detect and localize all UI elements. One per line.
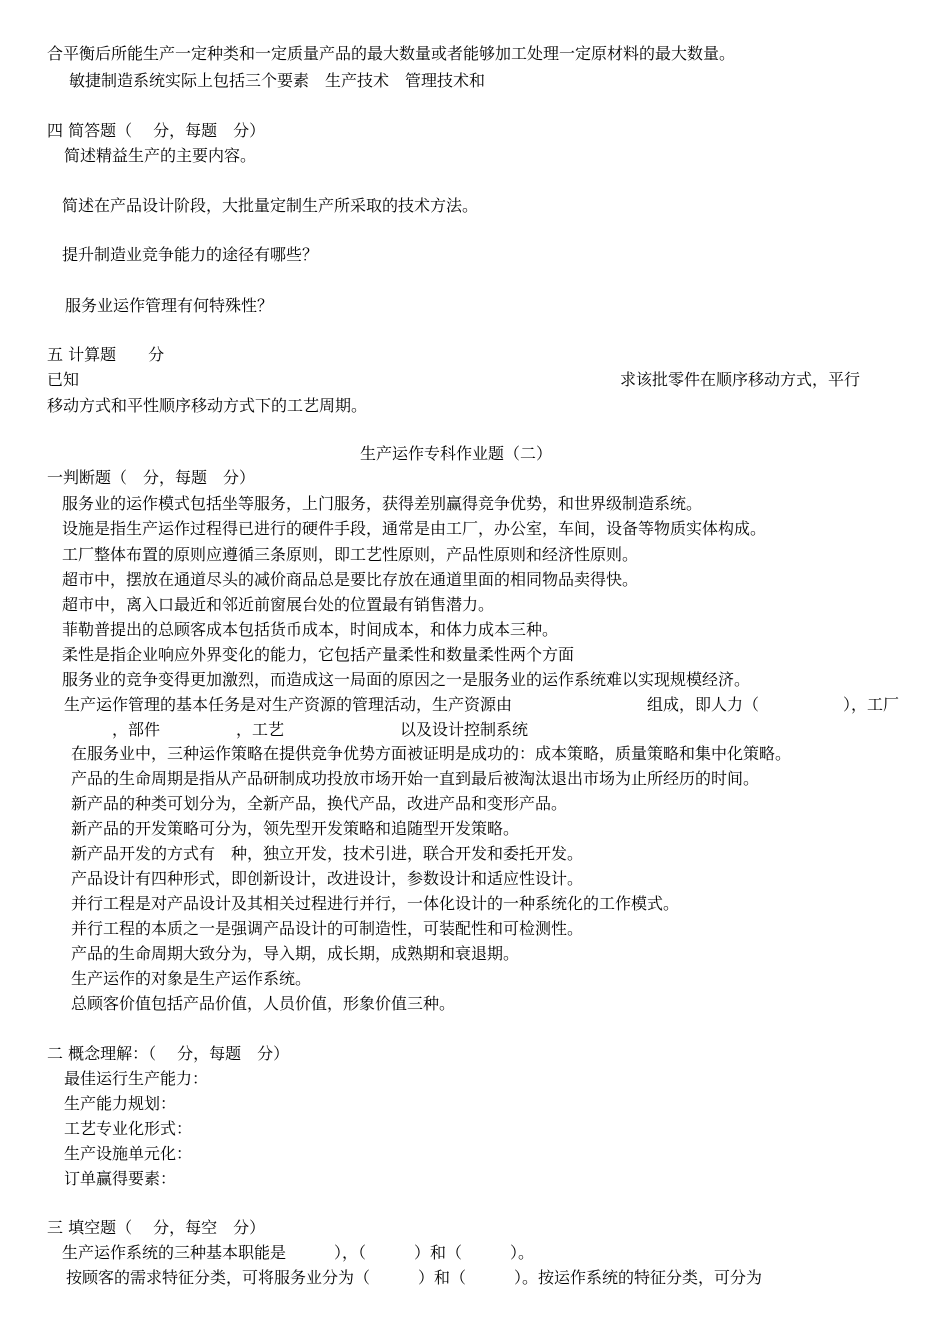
question-text: 服务业运作管理有何特殊性？	[65, 296, 274, 315]
list-item: 生产能力规划：	[64, 1094, 177, 1113]
section-heading-calculation: 五 计算题 分	[47, 345, 165, 364]
text-line-2: 敏捷制造系统实际上包括三个要素 生产技术 管理技术和	[69, 71, 486, 90]
text-line: 求该批零件在顺序移动方式，平行	[620, 370, 861, 389]
list-item: 生产设施单元化：	[64, 1144, 193, 1163]
list-item: 服务业的竞争变得更加激烈，而造成这一局面的原因之一是服务业的运作系统难以实现规模经济。	[62, 670, 751, 689]
list-item: 总顾客价值包括产品价值，人员价值，形象价值三种。	[71, 994, 456, 1013]
question-text: 简述在产品设计阶段，大批量定制生产所采取的技术方法。	[62, 196, 479, 215]
document-title: 生产运作专科作业题（二）	[360, 444, 553, 463]
section-heading-short-answer: 四 简答题（ 分，每题 分）	[47, 121, 266, 140]
section-heading-concepts: 二 概念理解：（ 分，每题 分）	[47, 1044, 290, 1063]
list-item-fragment: 以及设计控制系统	[400, 720, 529, 739]
text-line-1: 合平衡后所能生产一定种类和一定质量产品的最大数量或者能够加工处理一定原材料的最大数量。	[47, 44, 736, 63]
question-text: 简述精益生产的主要内容。	[64, 146, 257, 165]
text-line: 移动方式和平性顺序移动方式下的工艺周期。	[47, 396, 368, 415]
list-item: 新产品开发的方式有 种，独立开发，技术引进，联合开发和委托开发。	[71, 844, 584, 863]
list-item: 工艺专业化形式：	[64, 1119, 193, 1138]
list-item: 服务业的运作模式包括坐等服务，上门服务，获得差别赢得竞争优势，和世界级制造系统。	[62, 494, 703, 513]
list-item: 柔性是指企业响应外界变化的能力，它包括产量柔性和数量柔性两个方面	[62, 645, 575, 664]
list-item: 设施是指生产运作过程得已进行的硬件手段，通常是由工厂，办公室，车间，设备等物质实体构成。	[62, 519, 767, 538]
question-text: 提升制造业竞争能力的途径有哪些？	[62, 245, 319, 264]
list-item: 生产运作系统的三种基本职能是 ），（ ）和（ ）。	[62, 1243, 535, 1262]
list-item: 生产运作的对象是生产运作系统。	[71, 969, 312, 988]
list-item: 工厂整体布置的原则应遵循三条原则，即工艺性原则，产品性原则和经济性原则。	[62, 545, 639, 564]
list-item: 菲勒普提出的总顾客成本包括货币成本，时间成本，和体力成本三种。	[62, 620, 559, 639]
list-item-fragment: ，工艺	[236, 720, 285, 739]
list-item: 按顾客的需求特征分类，可将服务业分为（ ）和（ ）。按运作系统的特征分类，可分为	[66, 1268, 763, 1287]
list-item: 新产品的开发策略可分为，领先型开发策略和追随型开发策略。	[71, 819, 520, 838]
list-item: 产品设计有四种形式，即创新设计，改进设计，参数设计和适应性设计。	[71, 869, 584, 888]
text-line: 已知	[47, 370, 80, 389]
section-heading-fill-blank: 三 填空题（ 分，每空 分）	[47, 1218, 266, 1237]
list-item-fragment: 组成，即人力（	[647, 695, 760, 714]
list-item: 超市中，摆放在通道尽头的减价商品总是要比存放在通道里面的相同物品卖得快。	[62, 570, 639, 589]
list-item: 订单赢得要素：	[64, 1169, 177, 1188]
list-item-fragment: ），工厂	[843, 695, 900, 714]
list-item: 最佳运行生产能力：	[64, 1069, 209, 1088]
list-item: 新产品的种类可划分为，全新产品，换代产品，改进产品和变形产品。	[71, 794, 568, 813]
list-item: 超市中，离入口最近和邻近前窗展台处的位置最有销售潜力。	[62, 595, 495, 614]
list-item: 并行工程的本质之一是强调产品设计的可制造性，可装配性和可检测性。	[71, 919, 584, 938]
section-heading-judgment: 一判断题（ 分，每题 分）	[47, 468, 256, 487]
list-item: 产品的生命周期是指从产品研制成功投放市场开始一直到最后被淘汰退出市场为止所经历的时间。	[71, 769, 760, 788]
list-item: 生产运作管理的基本任务是对生产资源的管理活动，生产资源由	[64, 695, 513, 714]
list-item: 产品的生命周期大致分为，导入期，成长期，成熟期和衰退期。	[71, 944, 520, 963]
list-item: 并行工程是对产品设计及其相关过程进行并行，一体化设计的一种系统化的工作模式。	[71, 894, 680, 913]
list-item-fragment: ，部件	[112, 720, 161, 739]
list-item: 在服务业中，三种运作策略在提供竞争优势方面被证明是成功的：成本策略，质量策略和集中化策略。	[71, 744, 792, 763]
